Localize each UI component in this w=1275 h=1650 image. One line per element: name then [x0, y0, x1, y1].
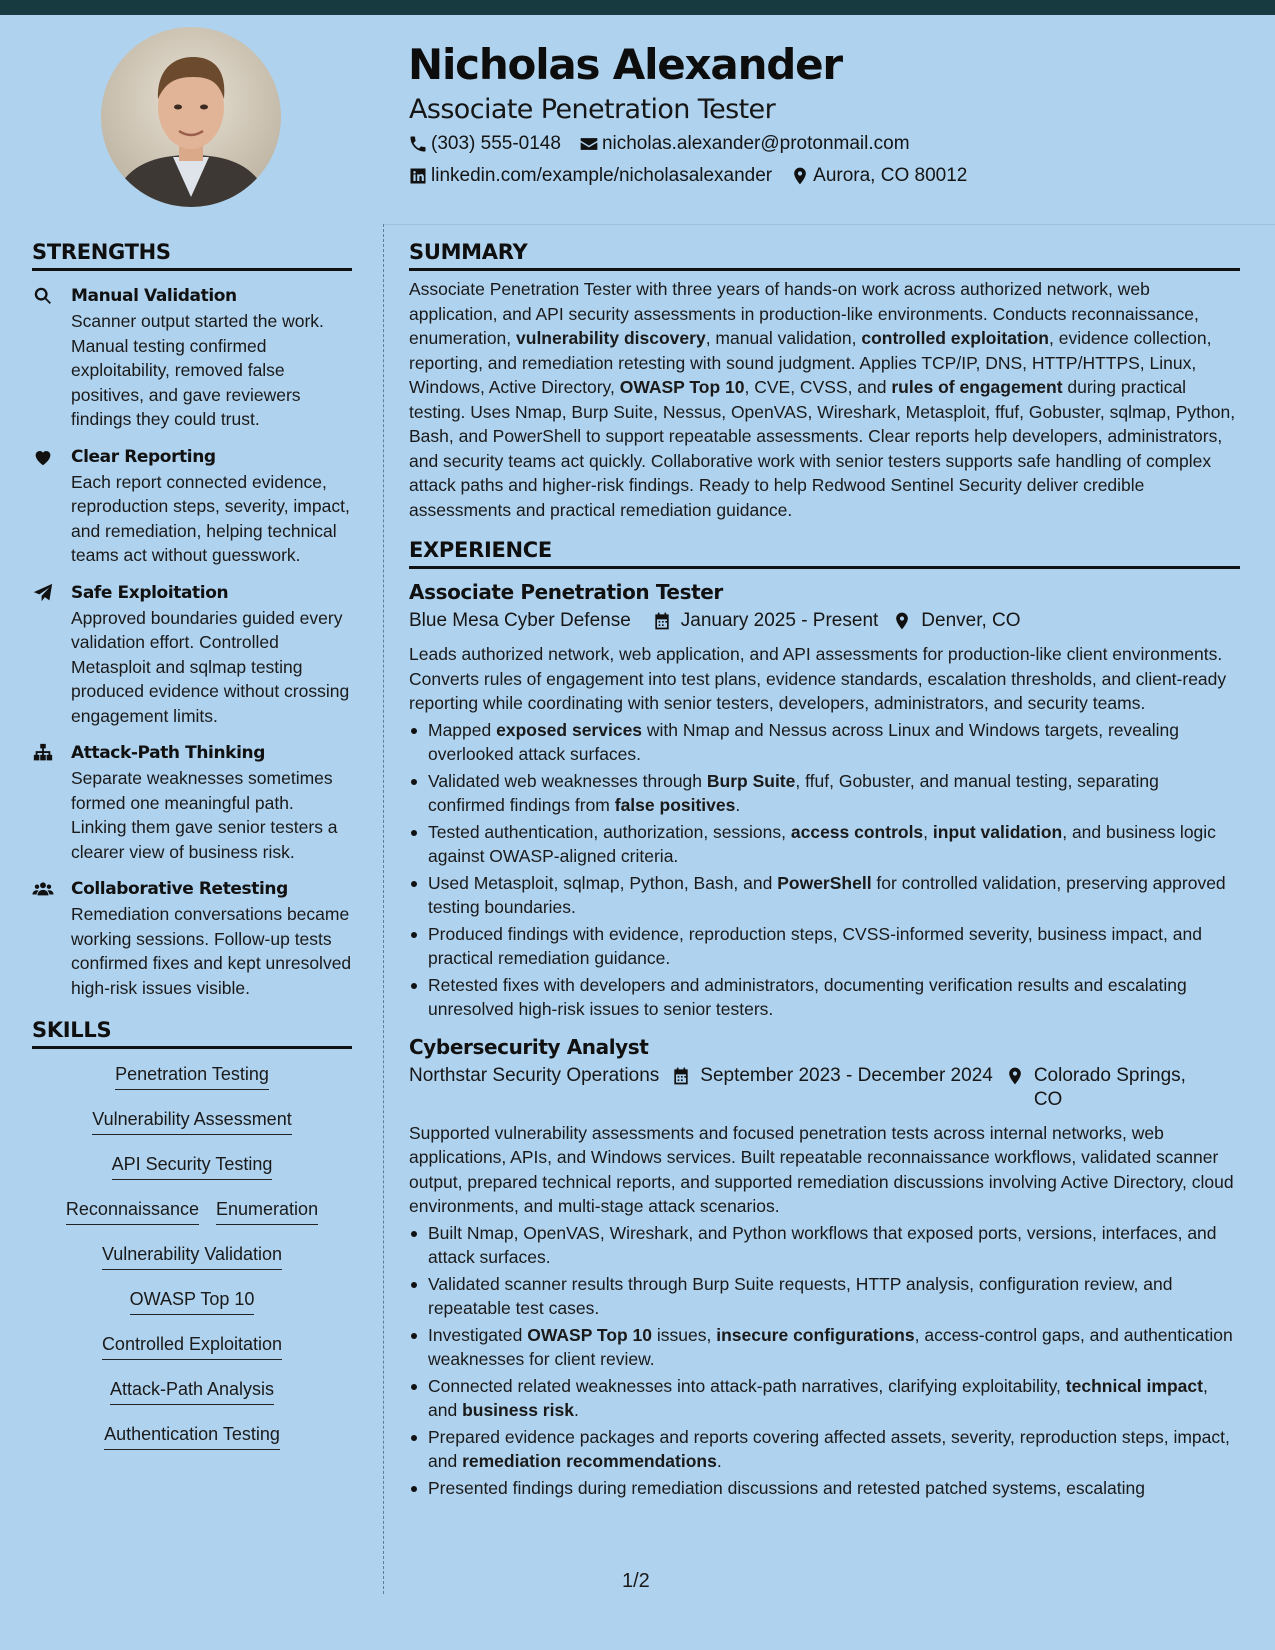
skill-tag: Enumeration [216, 1198, 318, 1225]
job-bullets [409, 718, 1240, 1022]
skill-tag: API Security Testing [112, 1153, 273, 1180]
strength-item [32, 283, 352, 432]
job-bullets [409, 1221, 1240, 1501]
job-company: Blue Mesa Cyber Defense [409, 610, 631, 631]
calendar-icon [671, 1066, 691, 1086]
list-item: Produced findings with evidence, reproduction steps, CVSS-informed severity, business impact, and practical remediation guidance. [409, 922, 1240, 971]
job-entry [409, 577, 1240, 1022]
skill-row [32, 1153, 352, 1198]
strength-title: Clear Reporting [71, 446, 216, 467]
candidate-role: Associate Penetration Tester [409, 94, 776, 125]
contact-row-1 [408, 133, 910, 155]
strength-desc: Each report connected evidence, reproduction steps, severity, impact, and remediation, helping technical teams act without guesswork. [71, 471, 350, 565]
map-pin-icon [892, 611, 912, 631]
email-item[interactable] [579, 133, 910, 155]
skill-row [32, 1243, 352, 1288]
job-location: Colorado Springs, CO [1033, 1064, 1186, 1110]
skill-tag: Vulnerability Assessment [92, 1108, 291, 1135]
list-item: Tested authentication, authorization, sessions, access controls, input validation, and business logic against OWASP-aligned criteria. [409, 820, 1240, 869]
skill-row [32, 1288, 352, 1333]
strength-desc: Separate weaknesses sometimes formed one meaningful path. Linking them gave senior testers a clearer view of business risk. [71, 768, 338, 862]
calendar-icon [652, 611, 672, 631]
strength-item [32, 740, 352, 864]
map-pin-icon [1005, 1066, 1025, 1086]
linkedin-icon [408, 166, 428, 186]
skills-list [32, 1063, 352, 1468]
job-location-item [1005, 1064, 1190, 1112]
top-accent-bar [0, 0, 1275, 15]
job-dates: September 2023 - December 2024 [700, 1064, 993, 1086]
skill-row [32, 1108, 352, 1153]
search-icon [32, 285, 54, 307]
phone-text: (303) 555-0148 [431, 133, 561, 154]
strength-item [32, 580, 352, 729]
strength-desc: Approved boundaries guided every validation effort. Controlled Metasploit and sqlmap testing produced evidence without crossing engagement limits. [71, 607, 350, 726]
strength-title: Safe Exploitation [71, 582, 229, 603]
list-item: Used Metasploit, sqlmap, Python, Bash, and PowerShell for controlled validation, preserving approved testing boundaries. [409, 871, 1240, 920]
summary-heading: SUMMARY [409, 240, 1240, 271]
list-item: Connected related weaknesses into attack-path narratives, clarifying exploitability, technical impact, and business risk. [409, 1374, 1240, 1423]
job-location-item [892, 609, 1020, 633]
job-description: Supported vulnerability assessments and focused penetration tests across internal networks, web applications, APIs, and Windows services. Built repeatable reconnaissance workflows, validated scanner output, prepared technical reports, and supported remediation discussions involving Active Directory, cloud environments, and multi-stage attack scenarios. [409, 1122, 1234, 1216]
summary-text: Associate Penetration Tester with three years of hands-on work across authorized network, web application, and API security assessments in production-like environments. Conducts reconnaissance, enumeration, vulnerability discovery, manual validation, controlled exploitation, evidence collection, reporting, and remediation retesting with sound judgment. Applies TCP/IP, DNS, HTTP/HTTPS, Linux, Windows, Active Directory, OWASP Top 10, CVE, CVSS, and rules of engagement during practical testing. Uses Nmap, Burp Suite, Nessus, OpenVAS, Wireshark, Metasploit, ffuf, Gobuster, sqlmap, Python, Bash, and PowerShell to support repeatable assessments. Clear reports help developers, administrators, and security teams act quickly. Collaborative work with senior testers supports safe handling of complex attack paths and higher-risk findings. Ready to help Redwood Sentinel Security deliver credible assessments and practical remediation guidance. [409, 279, 1236, 520]
list-item: Built Nmap, OpenVAS, Wireshark, and Python workflows that exposed ports, versions, interfaces, and attack surfaces. [409, 1221, 1240, 1270]
skill-tag: Vulnerability Validation [102, 1243, 282, 1270]
strengths-list [32, 283, 352, 1000]
list-item: Prepared evidence packages and reports covering affected assets, severity, reproduction steps, impact, and remediation recommendations. [409, 1425, 1240, 1474]
list-item: Investigated OWASP Top 10 issues, insecure configurations, access-control gaps, and authentication weaknesses for client review. [409, 1323, 1240, 1372]
location-text: Aurora, CO 80012 [813, 165, 968, 186]
strength-title: Manual Validation [71, 286, 237, 306]
job-company: Northstar Security Operations [409, 1064, 660, 1086]
list-item: Presented findings during remediation discussions and retested patched systems, escalating [409, 1476, 1240, 1501]
skill-tag: Controlled Exploitation [102, 1333, 282, 1360]
skill-tag: Reconnaissance [66, 1198, 199, 1225]
left-column [32, 240, 352, 1468]
users-icon [32, 878, 54, 900]
email-icon [579, 134, 599, 154]
strength-desc: Scanner output started the work. Manual testing confirmed exploitability, removed false positives, and gave reviewers findings they could trust. [71, 311, 324, 429]
strengths-heading: STRENGTHS [32, 240, 352, 271]
skill-row [32, 1423, 352, 1468]
skill-tag: Authentication Testing [104, 1423, 280, 1450]
strength-title: Attack-Path Thinking [71, 743, 265, 763]
location-item [790, 165, 967, 187]
job-title: Associate Penetration Tester [409, 580, 723, 604]
skill-row [32, 1333, 352, 1378]
paper-plane-icon [32, 582, 54, 604]
strength-item [32, 876, 352, 1000]
job-dates: January 2025 - Present [680, 610, 879, 631]
sitemap-icon [32, 742, 54, 764]
strength-desc: Remediation conversations became working sessions. Follow-up tests confirmed fixes and kept unresolved high-risk issues visible. [71, 904, 352, 998]
header-divider [383, 224, 1275, 225]
candidate-name: Nicholas Alexander [408, 40, 842, 89]
heart-icon [32, 446, 54, 468]
job-meta [409, 609, 1240, 633]
job-dates-item [671, 1064, 993, 1088]
skill-row [32, 1063, 352, 1108]
job-dates-item [652, 609, 879, 633]
page-number: 1/2 [622, 1570, 650, 1592]
phone-icon [408, 134, 428, 154]
map-pin-icon [790, 166, 810, 186]
right-column [409, 240, 1240, 1502]
phone-item [408, 133, 561, 155]
skill-tag: Penetration Testing [115, 1063, 269, 1090]
skill-tag: Attack-Path Analysis [110, 1378, 274, 1405]
skill-row [32, 1378, 352, 1423]
email-text[interactable]: nicholas.alexander@protonmail.com [601, 133, 910, 154]
column-divider [383, 224, 384, 1594]
experience-heading: EXPERIENCE [409, 538, 1240, 569]
strength-title: Collaborative Retesting [71, 879, 288, 899]
list-item: Mapped exposed services with Nmap and Nessus across Linux and Windows targets, revealing overlooked attack surfaces. [409, 718, 1240, 767]
contact-row-2 [408, 165, 967, 187]
linkedin-item[interactable] [408, 165, 772, 187]
profile-photo [101, 27, 281, 207]
linkedin-text[interactable]: linkedin.com/example/nicholasalexander [431, 165, 773, 186]
job-location: Denver, CO [921, 610, 1021, 631]
job-description: Leads authorized network, web application, and API assessments for production-like client environments. Converts rules of engagement into test plans, evidence standards, escalation thresholds, and client-ready reporting while coordinating with senior testers, developers, administrators, and security teams. [409, 644, 1227, 713]
job-entry [409, 1032, 1240, 1501]
skills-heading: SKILLS [32, 1018, 352, 1049]
list-item: Retested fixes with developers and administrators, documenting verification results and escalating unresolved high-risk issues to senior testers. [409, 973, 1240, 1022]
skill-tag: OWASP Top 10 [130, 1288, 255, 1315]
list-item: Validated scanner results through Burp Suite requests, HTTP analysis, configuration review, and repeatable test cases. [409, 1272, 1240, 1321]
job-meta [409, 1064, 1240, 1112]
skill-row [32, 1198, 352, 1243]
strength-item [32, 444, 352, 568]
job-title: Cybersecurity Analyst [409, 1034, 649, 1059]
list-item: Validated web weaknesses through Burp Suite, ffuf, Gobuster, and manual testing, separating confirmed findings from false positives. [409, 769, 1240, 818]
